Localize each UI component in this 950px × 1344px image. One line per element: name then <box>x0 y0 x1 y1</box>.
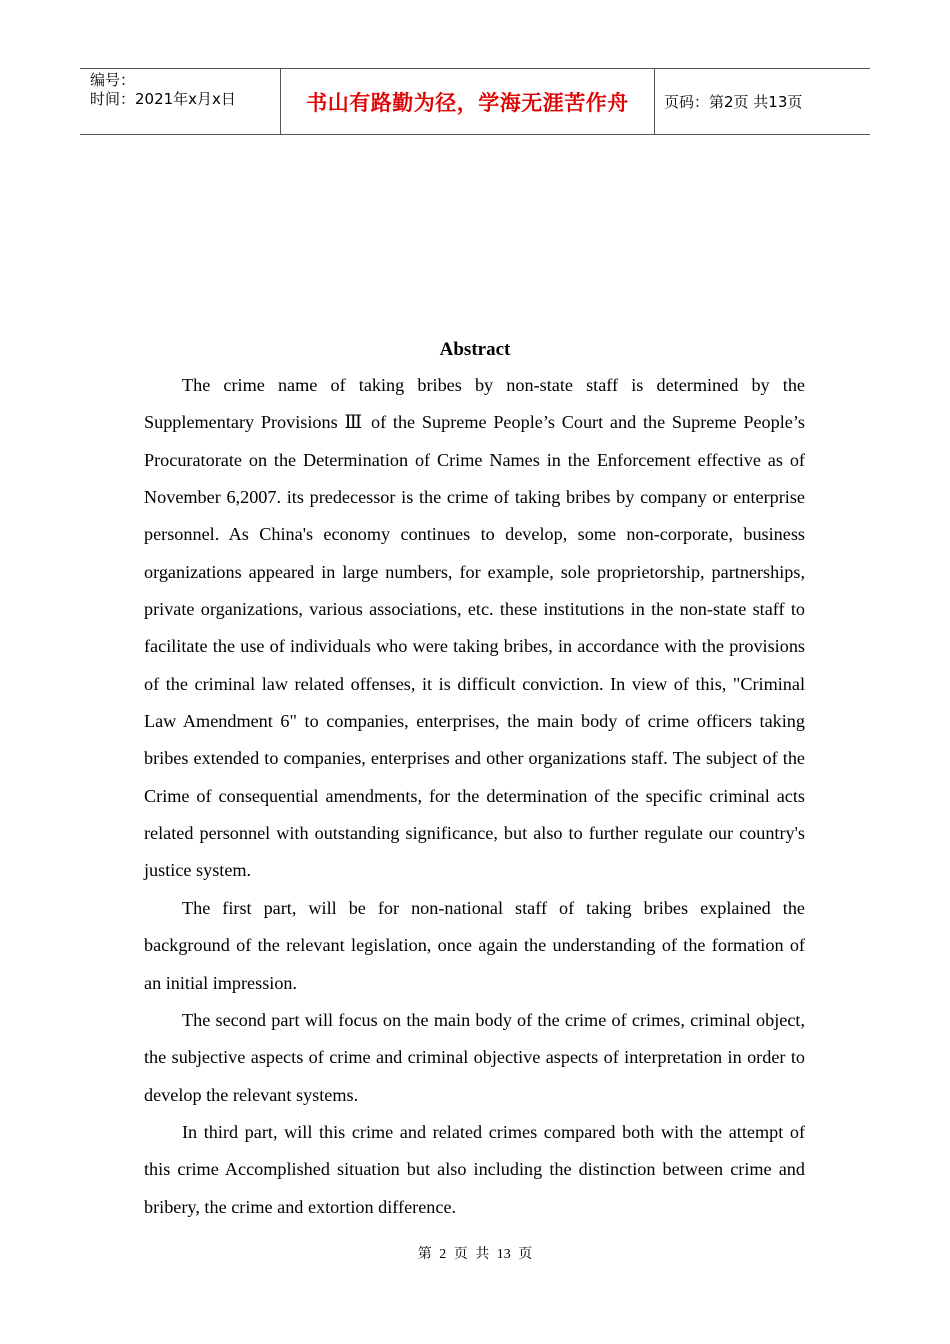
abstract-paragraph-4: In third part, will this crime and related crimes compared both with the attempt of this crime Accomplished situation but also including the distinction between crime and bribery, the crime and extortion difference. <box>144 1121 805 1217</box>
header-info-cell <box>80 69 281 134</box>
abstract-body <box>144 367 805 1226</box>
header-motto: 书山有路勤为径，学海无涯苦作舟 <box>306 90 629 115</box>
page-footer: 第 2 页 共 13 页 <box>417 1247 533 1262</box>
header-page-cell <box>655 69 870 134</box>
abstract-paragraph-2: The first part, will be for non-national staff of taking bribes explained the background of the relevant legislation, once again the understanding of the formation of an initial impression. <box>144 897 805 993</box>
date-label: 时间：2021年x月x日 <box>90 90 236 108</box>
page-header <box>80 68 870 135</box>
abstract-paragraph-3: The second part will focus on the main body of the crime of crimes, criminal object, the subjective aspects of crime and criminal objective aspects of interpretation in order to develop the relevant systems. <box>144 1009 805 1105</box>
serial-number-label: 编号： <box>90 71 136 89</box>
header-page-info: 页码：第2页 共13页 <box>664 93 803 111</box>
abstract-title: Abstract <box>439 339 511 360</box>
abstract-paragraph-1: The crime name of taking bribes by non-state staff is determined by the Supplementary Provisions Ⅲ of the Supreme People’s Court and the Supreme People’s Procuratorate on the Determination of Crime Names in the Enforcement effective as of November 6,2007. its predecessor is the crime of taking bribes by company or enterprise personnel. As China's economy continues to develop, some non-corporate, business organizations appeared in large numbers, for example, sole proprietorship, partnerships, private organizations, various associations, etc. these institutions in the non-state staff to facilitate the use of individuals who were taking bribes, in accordance with the provisions of the criminal law related offenses, it is difficult conviction. In view of this, "Criminal Law Amendment 6" to companies, enterprises, the main body of crime officers taking bribes extended to companies, enterprises and other organizations staff. The subject of the Crime of consequential amendments, for the determination of the specific criminal acts related personnel with outstanding significance, but also to further regulate our country's justice system. <box>144 375 805 881</box>
header-motto-cell <box>281 69 655 134</box>
